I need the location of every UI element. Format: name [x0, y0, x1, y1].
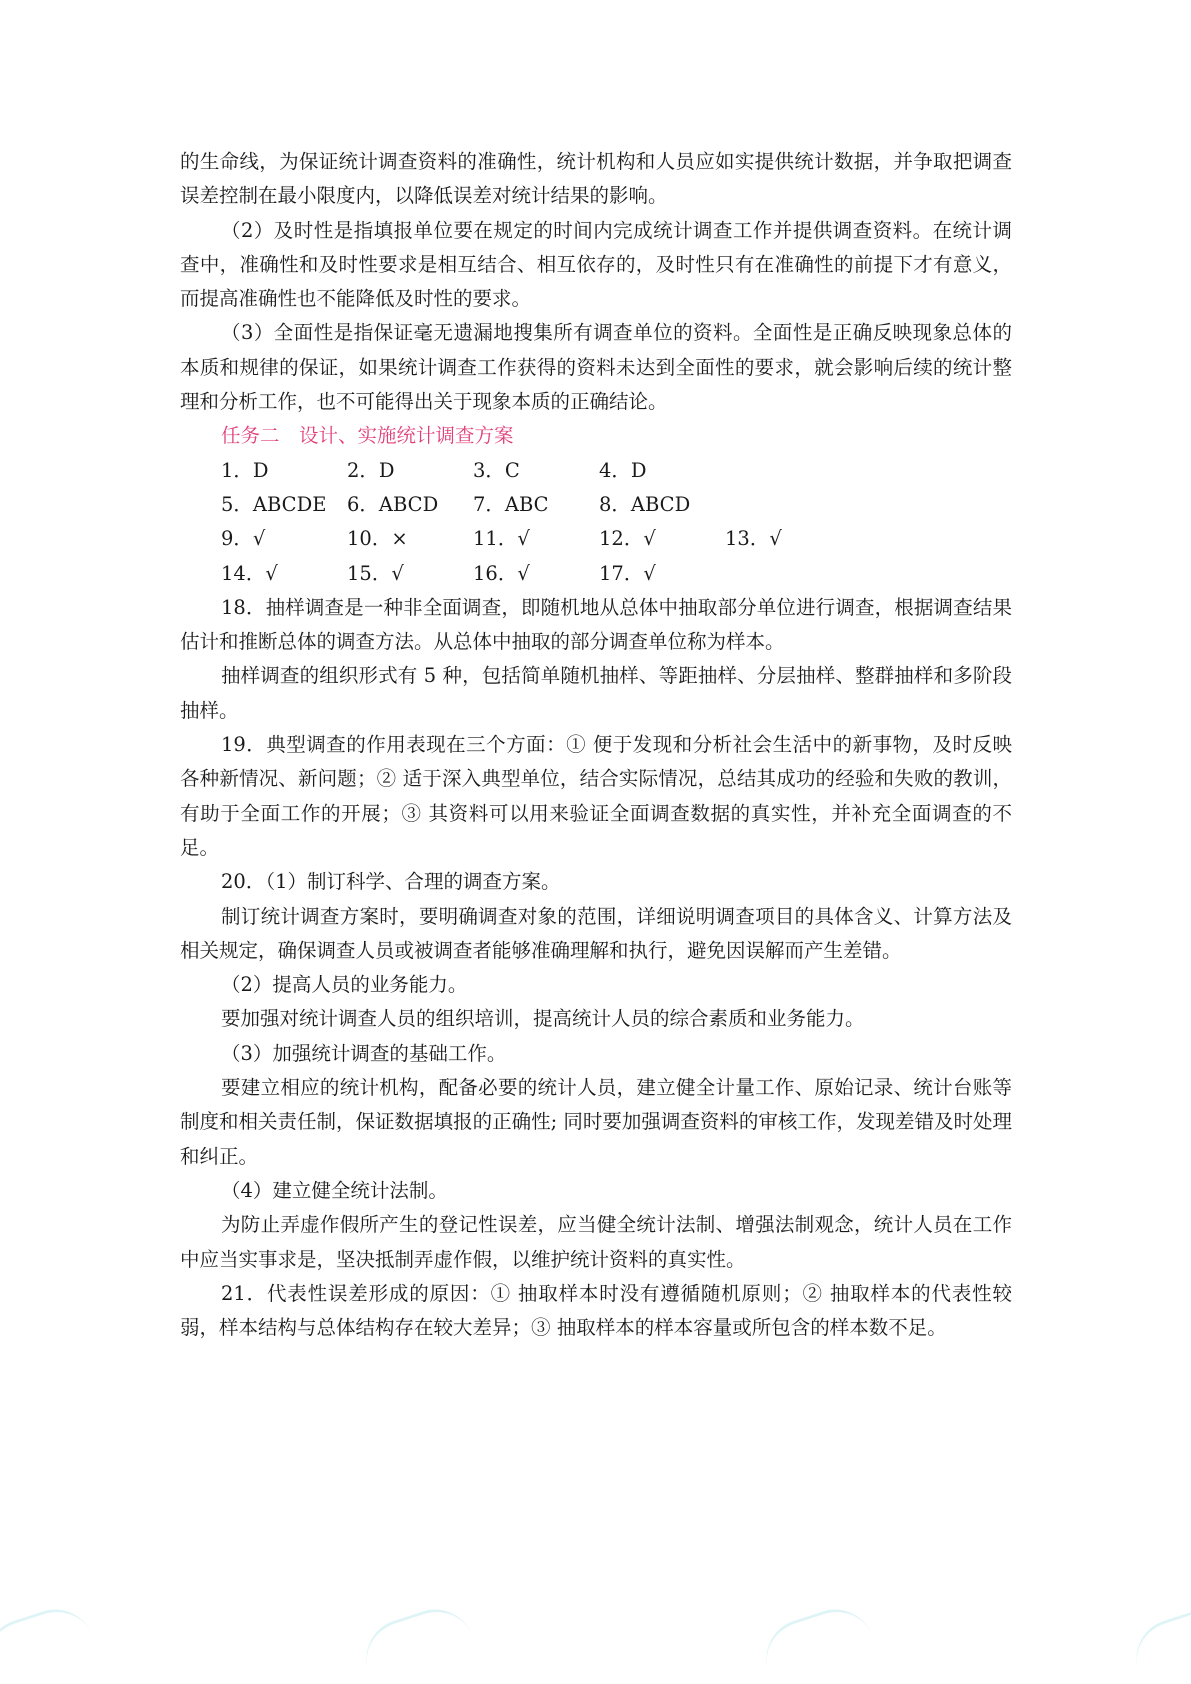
watermark-logo — [0, 1599, 94, 1674]
paragraph: （2）及时性是指填报单位要在规定的时间内完成统计调查工作并提供调查资料。在统计调查中，准确性和及时性要求是相互结合、相互依存的，及时性只有在准确性的前提下才有意义，而提高准确性也不能降低及时性的要求。 — [180, 218, 1012, 311]
answer-item: 13．√ — [725, 527, 782, 551]
paragraph: 20．（1）制订科学、合理的调查方案。 — [221, 870, 561, 894]
answer-item: 14．√ — [221, 561, 278, 585]
answer-item: 2．D — [347, 458, 395, 482]
paragraph: （3）全面性是指保证毫无遗漏地搜集所有调查单位的资料。全面性是正确反映现象总体的本质和规律的保证，如果统计调查工作获得的资料未达到全面性的要求，就会影响后续的统计整理和分析工作，也不可能得出关于现象本质的正确结论。 — [180, 321, 1012, 414]
answer-item: 11．√ — [473, 527, 530, 551]
answer-item: 16．√ — [473, 561, 530, 585]
answer-item: 9．√ — [221, 527, 266, 551]
paragraph: 21．代表性误差形成的原因：① 抽取样本时没有遵循随机原则；② 抽取样本的代表性较弱，样本结构与总体结构存在较大差异；③ 抽取样本的样本容量或所包含的样本数不足。 — [180, 1281, 1012, 1340]
paragraph: （4）建立健全统计法制。 — [221, 1178, 448, 1202]
paragraph: 为防止弄虚作假所产生的登记性误差，应当健全统计法制、增强法制观念，统计人员在工作中应当实事求是，坚决抵制弄虚作假，以维护统计资料的真实性。 — [180, 1213, 1012, 1271]
answer-item: 7．ABC — [473, 492, 549, 516]
answer-row — [180, 488, 1012, 522]
answer-item: 6．ABCD — [347, 492, 439, 516]
paragraph: 19．典型调查的作用表现在三个方面：① 便于发现和分析社会生活中的新事物，及时反映各种新情况、新问题；② 适于深入典型单位，结合实际情况，总结其成功的经验和失败的教训，有助于全面工作的开展；③ 其资料可以用来验证全面调查数据的真实性，并补充全面调查的不足。 — [180, 733, 1012, 859]
paragraph: （2）提高人员的业务能力。 — [221, 973, 468, 997]
paragraph: 抽样调查的组织形式有 5 种，包括简单随机抽样、等距抽样、分层抽样、整群抽样和多阶段抽样。 — [180, 664, 1012, 722]
answer-item: 17．√ — [599, 561, 656, 585]
paragraph: 要加强对统计调查人员的组织培训，提高统计人员的综合素质和业务能力。 — [221, 1007, 865, 1031]
paragraph: 18．抽样调查是一种非全面调查，即随机地从总体中抽取部分单位进行调查，根据调查结果估计和推断总体的调查方法。从总体中抽取的部分调查单位称为样本。 — [180, 595, 1012, 654]
watermark-logo — [1126, 1599, 1191, 1674]
answer-item: 10．× — [347, 527, 408, 551]
paragraph: 制订统计调查方案时，要明确调查对象的范围，详细说明调查项目的具体含义、计算方法及相关规定，确保调查人员或被调查者能够准确理解和执行，避免因误解而产生差错。 — [180, 904, 1012, 962]
watermark-logo — [356, 1599, 474, 1674]
answer-item: 4．D — [599, 458, 647, 482]
answer-item: 15．√ — [347, 561, 404, 585]
answer-item: 8．ABCD — [599, 492, 691, 516]
answer-item: 12．√ — [599, 527, 656, 551]
answer-item: 3．C — [473, 458, 520, 482]
answer-row — [180, 454, 1012, 488]
answer-row — [180, 557, 1012, 591]
page-body — [180, 145, 1012, 1345]
watermark-logo — [756, 1599, 874, 1674]
section-title: 任务二 设计、实施统计调查方案 — [221, 424, 514, 448]
answer-item: 5．ABCDE — [221, 492, 327, 516]
answer-row — [180, 522, 1012, 556]
answer-item: 1．D — [221, 458, 269, 482]
paragraph: （3）加强统计调查的基础工作。 — [221, 1041, 507, 1065]
paragraph: 要建立相应的统计机构，配备必要的统计人员，建立健全计量工作、原始记录、统计台账等制度和相关责任制，保证数据填报的正确性; 同时要加强调查资料的审核工作，发现差错及时处理和纠正。 — [180, 1076, 1012, 1168]
paragraph: 的生命线，为保证统计调查资料的准确性，统计机构和人员应如实提供统计数据，并争取把调查误差控制在最小限度内，以降低误差对统计结果的影响。 — [180, 150, 1012, 208]
